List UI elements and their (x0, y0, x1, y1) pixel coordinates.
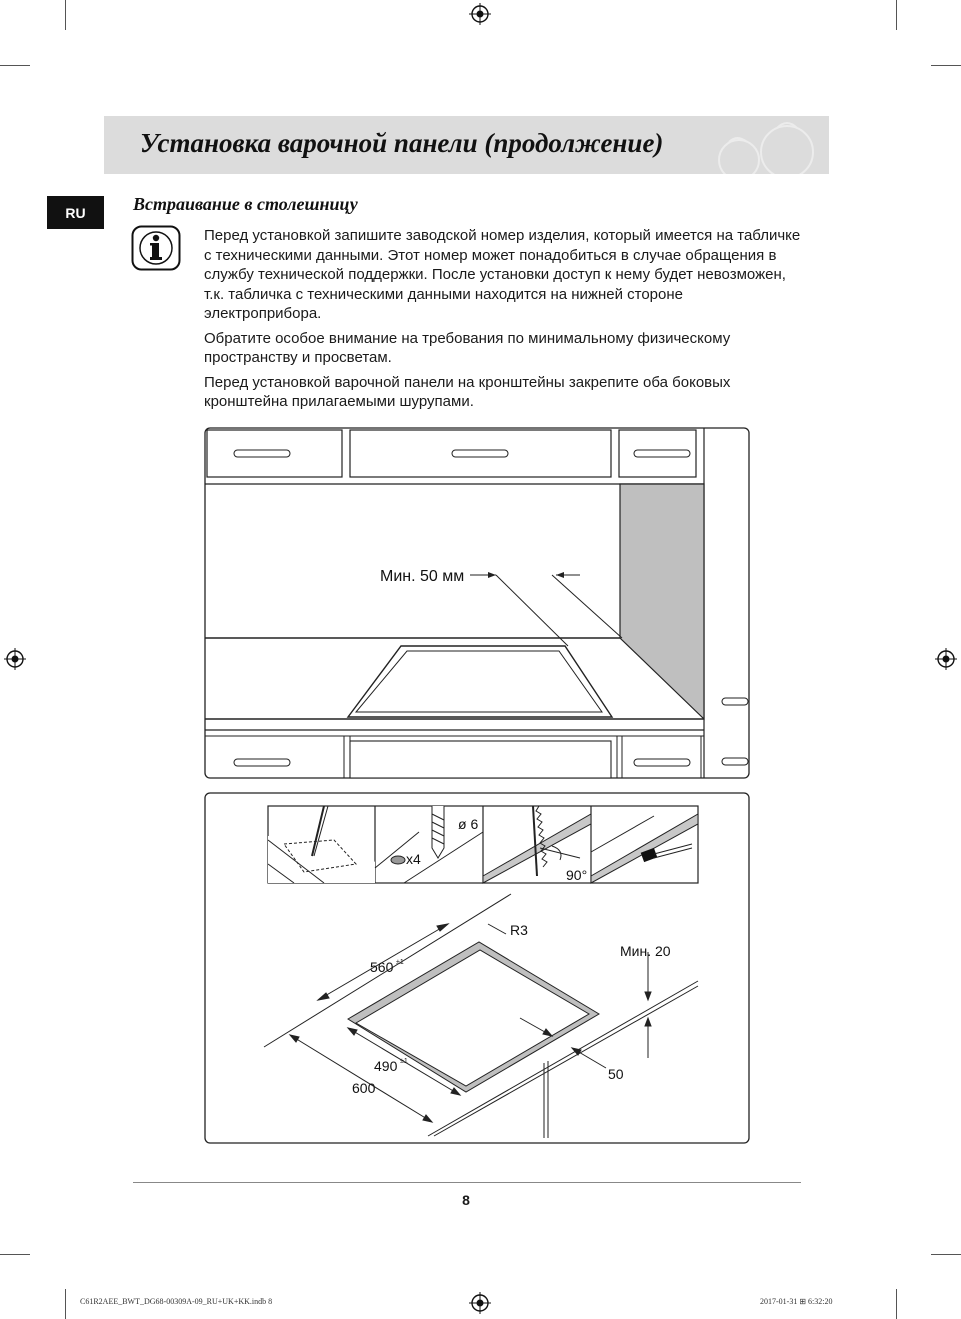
drill-diameter-label: ø 6 (458, 816, 479, 832)
print-slug-date: 2017-01-31 ⊞ 6:32:20 (760, 1297, 833, 1306)
registration-mark-icon (4, 648, 26, 670)
width-560-tolerance: ±1 (396, 959, 404, 966)
crop-mark (896, 0, 897, 30)
crop-mark (931, 1254, 961, 1255)
footer-rule (133, 1182, 801, 1183)
registration-mark-icon (935, 648, 957, 670)
print-slug-file: C61R2AEE_BWT_DG68-00309A-09_RU+UK+KK.indb 8 (80, 1297, 273, 1306)
paragraph: Перед установкой варочной панели на кронштейны закрепите оба боковых кронштейна прилагаемыми шурупами. (204, 373, 731, 410)
crop-mark (0, 65, 30, 66)
crop-mark (896, 1289, 897, 1319)
crop-mark (65, 1289, 66, 1319)
language-tab: RU (47, 196, 104, 229)
page-title: Установка варочной панели (продолжение) (140, 128, 664, 158)
screw-count-label: x4 (406, 851, 421, 867)
info-icon (131, 225, 181, 271)
vegetable-watermark-icon (669, 116, 829, 174)
crop-mark (65, 0, 66, 30)
crop-mark (0, 1254, 30, 1255)
paragraph: Перед установкой запишите заводской номер изделия, который имеется на табличке с техническими данными. Этот номер может понадобиться в случае обращения в службу технической поддержки. После установки доступ к нему будет невозможен, т.к. табличка с техническими данными находится на нижней стороне электроприбора. (204, 227, 801, 322)
width-560-label: 560 (370, 959, 394, 975)
depth-490-tolerance: ±1 (400, 1058, 408, 1065)
radius-label: R3 (510, 922, 528, 938)
page-number: 8 (462, 1192, 470, 1208)
registration-mark-icon (469, 1292, 491, 1314)
registration-mark-icon (469, 3, 491, 25)
depth-490-label: 490 (374, 1058, 398, 1074)
depth-600-label: 600 (352, 1080, 376, 1096)
edge-50-label: 50 (608, 1066, 624, 1082)
instructions-text (204, 226, 804, 417)
paragraph: Обратите особое внимание на требования по минимальному физическому пространству и просветам. (204, 329, 731, 366)
min-50mm-label: Мин. 50 мм (380, 568, 465, 585)
saw-angle-label: 90° (566, 867, 588, 883)
section-subtitle: Встраивание в столешницу (133, 194, 358, 214)
min-20-label: Мин. 20 (620, 943, 671, 959)
cutout-diagram (204, 792, 750, 1144)
crop-mark (931, 65, 961, 66)
clearance-diagram (204, 427, 750, 780)
